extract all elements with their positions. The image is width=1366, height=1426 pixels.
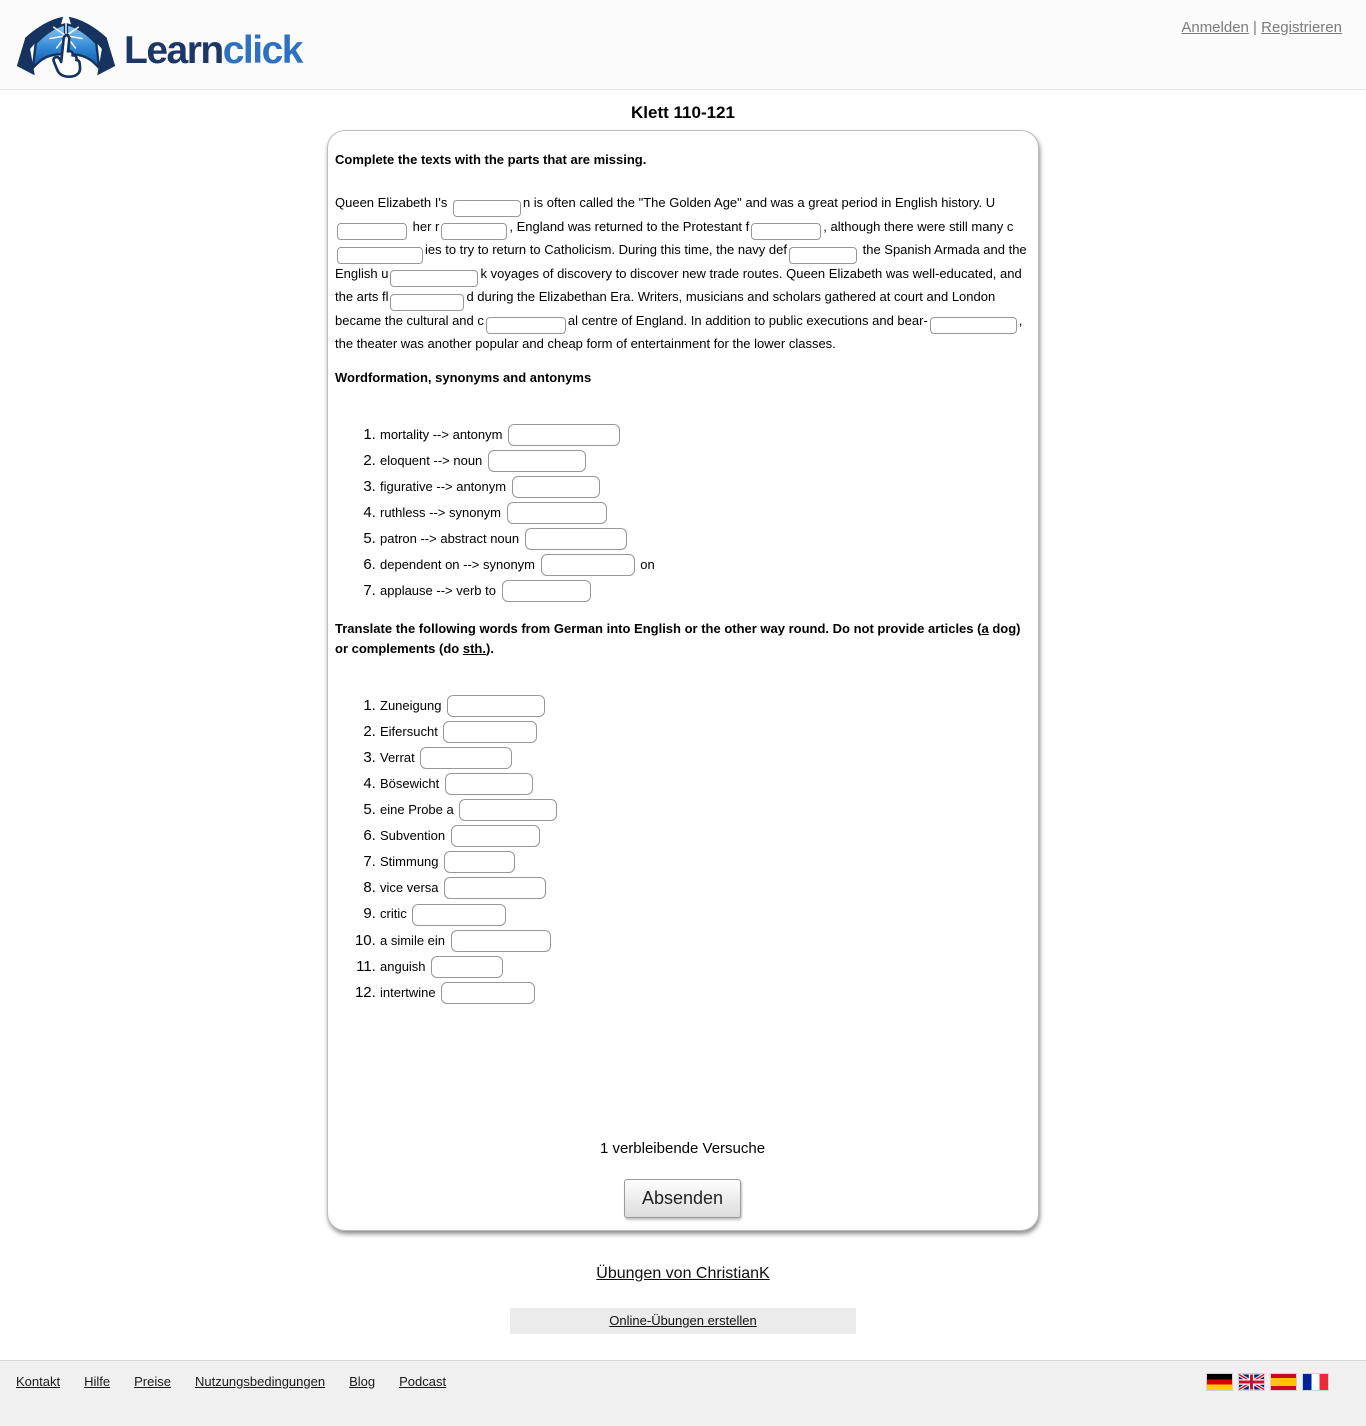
answer-input[interactable]: [444, 851, 515, 873]
footer-link-blog[interactable]: Blog: [349, 1373, 376, 1389]
item-label: ruthless --> synonym: [380, 505, 505, 521]
author-link-row: [0, 1265, 1366, 1283]
answer-input[interactable]: [508, 424, 620, 446]
item-label: intertwine: [380, 984, 440, 1000]
footer-link-podcast[interactable]: Podcast: [399, 1373, 447, 1389]
item-label: a simile ein: [380, 932, 449, 948]
cloze-gap-input[interactable]: [486, 317, 566, 334]
translation-item: [380, 956, 1030, 978]
answer-input[interactable]: [541, 554, 635, 576]
translation-item: [380, 721, 1030, 743]
create-exercises-bar: [510, 1308, 856, 1334]
item-label: eine Probe a: [380, 802, 458, 818]
wordformation-item: [380, 554, 1030, 576]
cloze-gap-input[interactable]: [453, 200, 521, 217]
item-label: figurative --> antonym: [380, 479, 510, 495]
item-label: Subvention: [380, 828, 449, 844]
answer-input[interactable]: [447, 695, 545, 717]
wordformation-item: [380, 424, 1030, 446]
translation-item: [380, 903, 1030, 925]
cloze-gap-input[interactable]: [789, 247, 857, 264]
translation-list: [335, 695, 1030, 1003]
cloze-gap-input[interactable]: [441, 223, 507, 240]
cloze-gap-input[interactable]: [390, 270, 478, 287]
item-label: patron --> abstract noun: [380, 531, 523, 547]
wordformation-heading: Wordformation, synonyms and antonyms: [335, 370, 592, 385]
logo-wordmark: Learnclick: [124, 29, 302, 72]
translation-item: [380, 851, 1030, 873]
wordformation-item: [380, 450, 1030, 472]
item-label: Bösewicht: [380, 776, 443, 792]
underlined-term: sth.: [462, 641, 486, 657]
footer: [0, 1360, 1366, 1426]
answer-input[interactable]: [512, 476, 600, 498]
translation-item: [380, 747, 1030, 769]
learnclick-logo[interactable]: [14, 9, 302, 92]
footer-link-kontakt[interactable]: Kontakt: [16, 1373, 61, 1389]
answer-input[interactable]: [412, 904, 506, 926]
book-hand-cursor-icon: [14, 9, 118, 92]
underlined-term: a: [981, 621, 989, 637]
answer-input[interactable]: [451, 825, 540, 847]
item-label: Zuneigung: [380, 698, 446, 714]
item-label: applause --> verb to: [380, 583, 500, 599]
translation-item: [380, 982, 1030, 1004]
auth-separator: |: [1248, 19, 1262, 36]
cloze-paragraph: Queen Elizabeth I's n is often called the "The Golden Age" and was a great period in English history. U her r , England was returned to the Protestant f , although there were still many cies to try to return to Catholicism. During this time, the navy def the Spanish Armada and the English u k voyages of discovery to discover new trade routes. Queen Elizabeth was well-educated, and the arts fl d during the Elizabethan Era. Writers, musicians and scholars gathered at court and London became the cultural and c al centre of England. In addition to public executions and bear- , the theater was another popular and cheap form of entertainment for the lower classes.: [335, 195, 1027, 351]
spanish-flag-icon[interactable]: [1271, 1374, 1296, 1390]
answer-input[interactable]: [459, 799, 557, 821]
uk-flag-icon[interactable]: [1239, 1374, 1264, 1390]
answer-input[interactable]: [443, 721, 537, 743]
answer-input[interactable]: [420, 747, 512, 769]
footer-links: [16, 1374, 446, 1389]
submit-button[interactable]: Absenden: [624, 1179, 741, 1218]
translation-item: [380, 799, 1030, 821]
item-label: vice versa: [380, 880, 443, 896]
wordformation-item: [380, 528, 1030, 550]
item-label: Verrat: [380, 750, 419, 766]
french-flag-icon[interactable]: [1303, 1374, 1328, 1390]
cloze-gap-input[interactable]: [337, 247, 423, 264]
create-exercises-link[interactable]: Online-Übungen erstellen: [609, 1312, 757, 1328]
translation-item: [380, 695, 1030, 717]
footer-link-preise[interactable]: Preise: [134, 1373, 171, 1389]
cloze-gap-input[interactable]: [337, 223, 407, 240]
wordformation-list: [335, 424, 1030, 602]
header: [0, 0, 1366, 90]
translation-item: [380, 773, 1030, 795]
cloze-gap-input[interactable]: [751, 223, 821, 240]
answer-input[interactable]: [525, 528, 627, 550]
register-link[interactable]: Registrieren: [1261, 19, 1342, 36]
item-label: anguish: [380, 958, 430, 974]
answer-input[interactable]: [502, 580, 591, 602]
wordformation-item: [380, 476, 1030, 498]
cloze-gap-input[interactable]: [930, 317, 1017, 334]
author-exercises-link[interactable]: Übungen von ChristianK: [596, 1264, 770, 1282]
answer-input[interactable]: [451, 930, 551, 952]
quiz-card: [327, 130, 1039, 1231]
answer-input[interactable]: [488, 450, 586, 472]
translation-heading: Translate the following words from German into English or the other way round. Do not provide articles (a dog) or complements (do sth.).: [335, 621, 1021, 657]
answer-input[interactable]: [445, 773, 533, 795]
item-label: on: [636, 557, 655, 573]
cloze-gap-input[interactable]: [390, 294, 464, 311]
page-title: Klett 110-121: [631, 103, 735, 122]
answer-input[interactable]: [441, 982, 535, 1004]
item-label: Eifersucht: [380, 724, 442, 740]
answer-input[interactable]: [431, 956, 503, 978]
translation-item: [380, 877, 1030, 899]
item-label: dependent on --> synonym: [380, 557, 539, 573]
footer-link-nutzungsbedingungen[interactable]: Nutzungsbedingungen: [194, 1373, 326, 1389]
cloze-instruction: Complete the texts with the parts that are missing.: [335, 152, 647, 167]
wordformation-item: [380, 580, 1030, 602]
translation-item: [380, 825, 1030, 847]
answer-input[interactable]: [444, 877, 546, 899]
item-label: critic: [380, 906, 411, 922]
auth-links: [1181, 19, 1342, 36]
german-flag-icon[interactable]: [1207, 1374, 1232, 1390]
item-label: eloquent --> noun: [380, 453, 486, 469]
language-flags: [1200, 1374, 1328, 1390]
answer-input[interactable]: [507, 502, 607, 524]
login-link[interactable]: Anmelden: [1181, 19, 1249, 36]
wordformation-item: [380, 502, 1030, 524]
footer-link-hilfe[interactable]: Hilfe: [84, 1373, 111, 1389]
item-label: Stimmung: [380, 854, 443, 870]
item-label: mortality --> antonym: [380, 427, 507, 442]
attempts-counter: 1 verbleibende Versuche: [599, 1139, 766, 1157]
translation-item: [380, 930, 1030, 952]
